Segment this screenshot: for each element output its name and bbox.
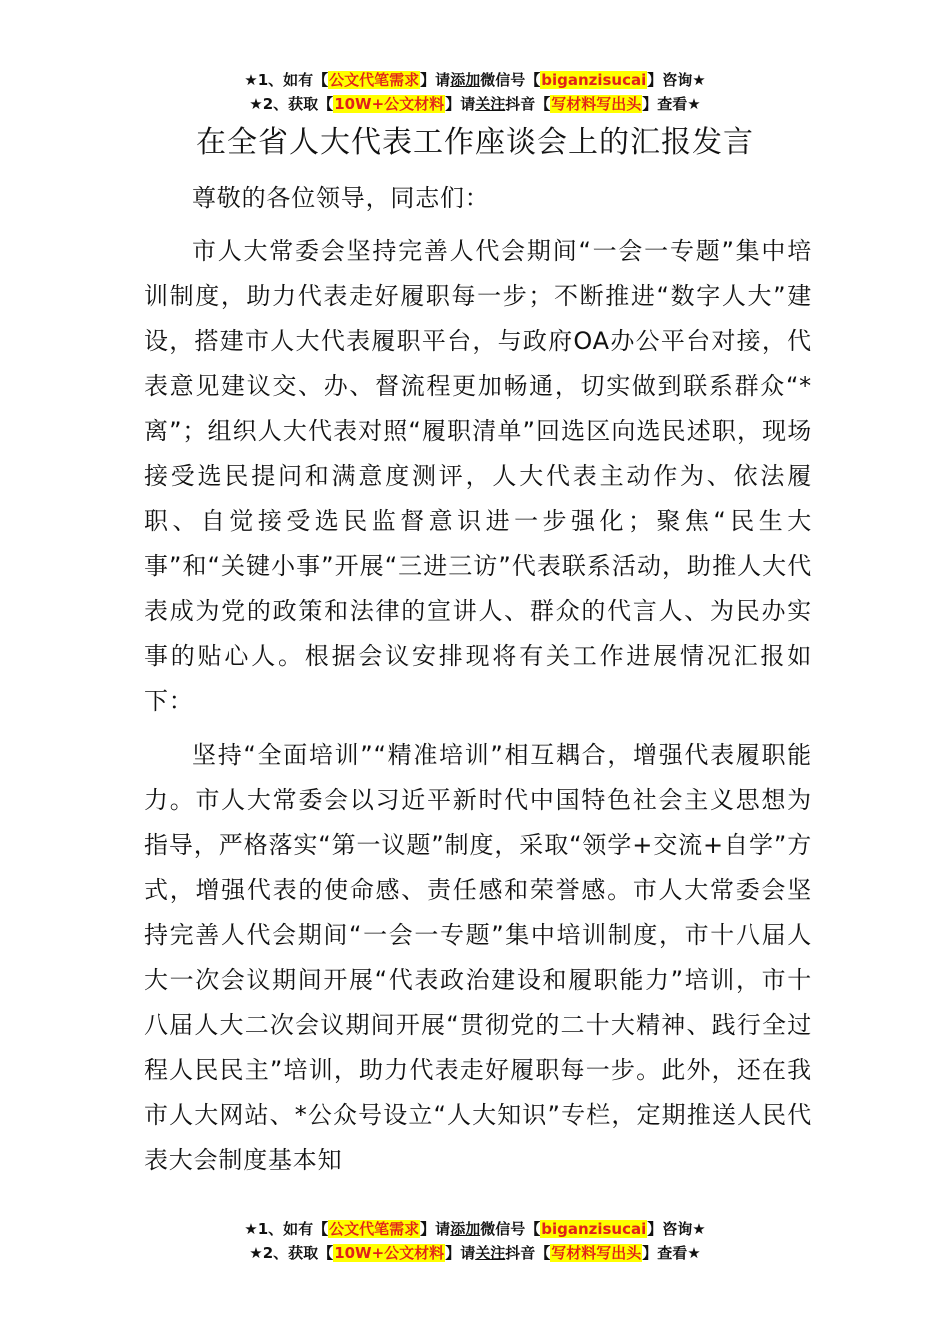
promo-text: 】请	[420, 1220, 451, 1238]
promo-text: 抖音【	[505, 95, 551, 113]
promo-text: 】查看★	[642, 1244, 701, 1262]
promo-highlight: biganzisucai	[541, 1220, 647, 1238]
promo-line-1	[0, 68, 950, 92]
greeting: 尊敬的各位领导，同志们：	[192, 184, 490, 212]
promo-highlight: 公文代笔需求	[329, 1220, 420, 1238]
paragraph: 市人大常委会坚持完善人代会期间“一会一专题”集中培训制度，助力代表走好履职每一步；不断推进“数字人大”建设，搭建市人大代表履职平台，与政府OA办公平台对接，代表意见建议交、办、督流程更加畅通，切实做到联系群众“*离”；组织人大代表对照“履职清单”回选区向选民述职，现场接受选民提问和满意度测评，人大代表主动作为、依法履职、自觉接受选民监督意识进一步强化；聚焦“民生大事”和“关键小事”开展“三进三访”代表联系活动，助推人大代表成为党的政策和法律的宣讲人、群众的代言人、为民办实事的贴心人。根据会议安排现将有关工作进展情况汇报如下：	[144, 237, 812, 715]
promo-highlight: 公文代笔需求	[329, 71, 420, 89]
promo-text: 微信号【	[480, 1220, 541, 1238]
paragraph: 坚持“全面培训”“精准培训”相互耦合，增强代表履职能力。市人大常委会以习近平新时代中国特色社会主义思想为指导，严格落实“第一议题”制度，采取“领学+交流+自学”方式，增强代表的使命感、责任感和荣誉感。市人大常委会坚持完善人代会期间“一会一专题”集中培训制度，市十八届人大一次会议期间开展“代表政治建设和履职能力”培训，市十八届人大二次会议期间开展“贯彻党的二十大精神、践行全过程人民民主”培训，助力代表走好履职每一步。此外，还在我市人大网站、*公众号设立“人大知识”专栏，定期推送人民代表大会制度基本知	[144, 741, 812, 1174]
promo-banner-top	[0, 68, 950, 116]
promo-text: 】请	[445, 95, 476, 113]
promo-underlined: 添加	[450, 71, 481, 89]
promo-text: 】咨询★	[647, 1220, 706, 1238]
promo-text: 】请	[420, 71, 451, 89]
promo-text: 微信号【	[480, 71, 541, 89]
promo-text: 】咨询★	[647, 71, 706, 89]
promo-text: ★2、获取【	[249, 95, 334, 113]
promo-highlight: 写材料写出头	[551, 1244, 642, 1262]
promo-underlined: 添加	[450, 1220, 481, 1238]
document-body	[144, 176, 812, 1183]
promo-text: ★1、如有【	[244, 1220, 329, 1238]
promo-highlight: 10W+公文材料	[334, 1244, 445, 1262]
promo-line-1	[0, 1217, 950, 1241]
promo-text: ★2、获取【	[249, 1244, 334, 1262]
promo-highlight: biganzisucai	[541, 71, 647, 89]
promo-line-2	[0, 1241, 950, 1265]
promo-text: ★1、如有【	[244, 71, 329, 89]
promo-text: 】查看★	[642, 95, 701, 113]
promo-underlined: 关注	[475, 95, 506, 113]
promo-highlight: 10W+公文材料	[334, 95, 445, 113]
promo-line-2	[0, 92, 950, 116]
promo-highlight: 写材料写出头	[551, 95, 642, 113]
document-title: 在全省人大代表工作座谈会上的汇报发言	[196, 125, 754, 160]
promo-text: 】请	[445, 1244, 476, 1262]
promo-underlined: 关注	[475, 1244, 506, 1262]
promo-banner-bottom	[0, 1217, 950, 1265]
promo-text: 抖音【	[505, 1244, 551, 1262]
